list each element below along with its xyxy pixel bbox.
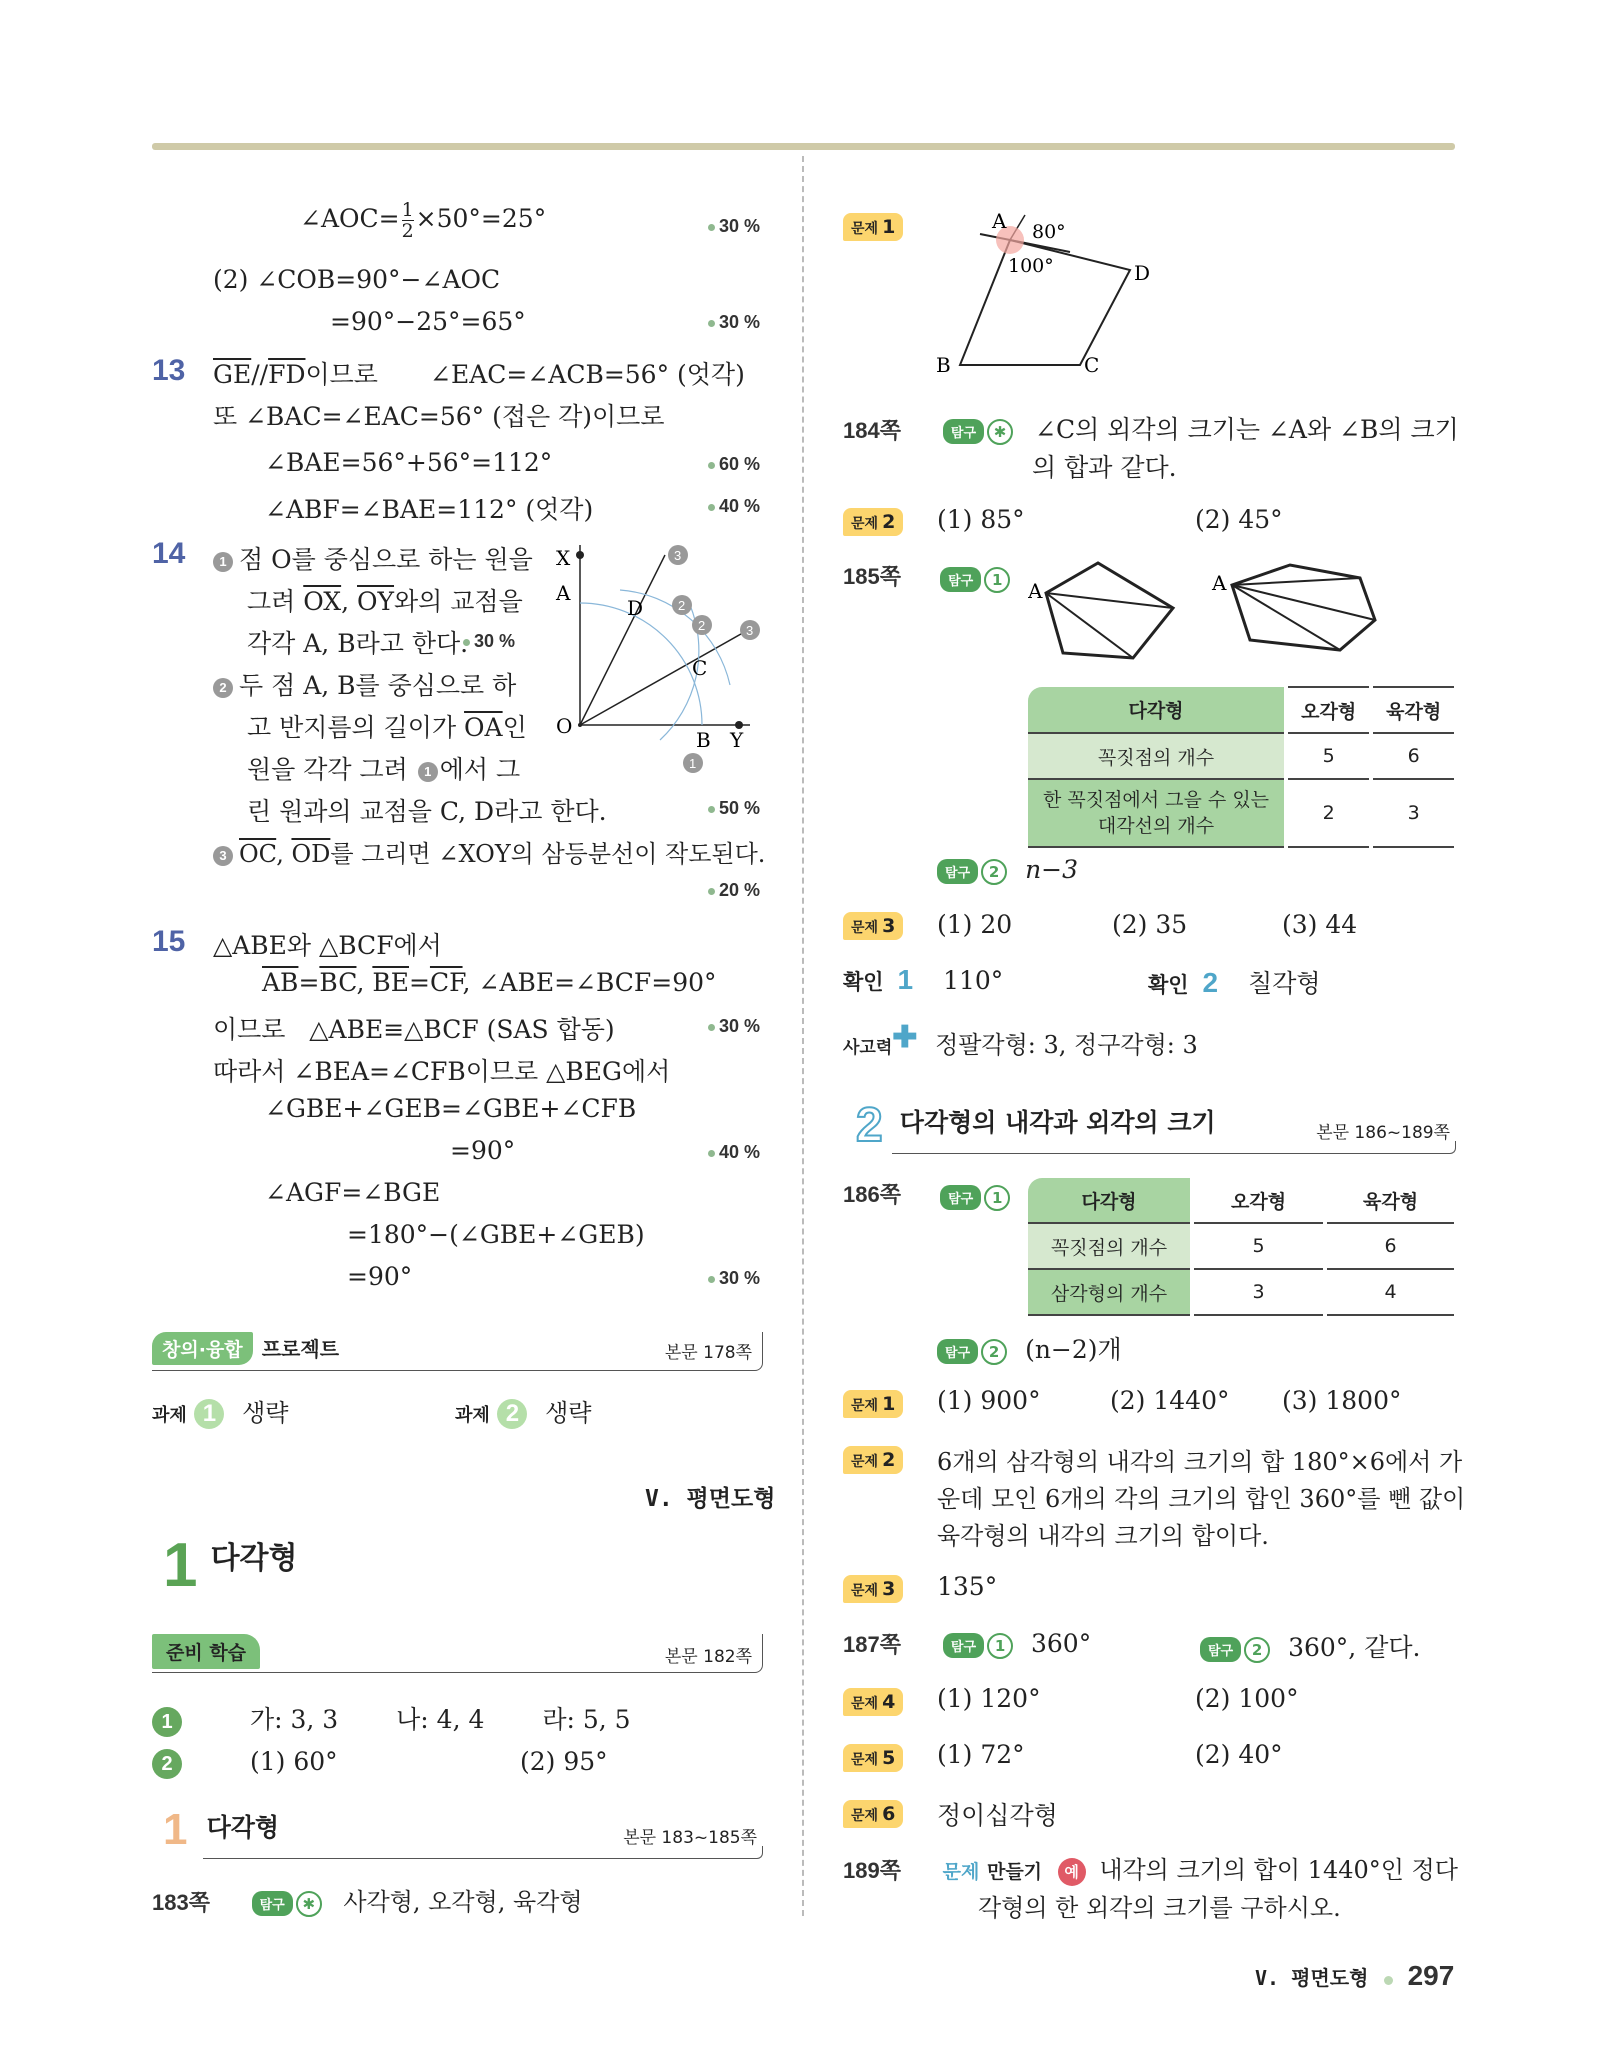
aoc-line: ∠AOC= $\frac{1}{2}$ ×50°=25° <box>300 199 547 242</box>
section-1-heading: 1 다각형 본문 183~185쪽 <box>163 1805 763 1855</box>
fig-label-d: D <box>627 596 644 620</box>
percent: 40 % <box>708 496 760 517</box>
problem-5-a: (1) 72° <box>937 1740 1025 1769</box>
fig-label-o: O <box>556 714 573 738</box>
problem-5-label: 문제 5 <box>843 1744 903 1772</box>
question-number: 13 <box>152 354 186 387</box>
plus-icon: ✚ <box>892 1020 918 1055</box>
task-1: 과제 1 생략 <box>152 1399 289 1427</box>
page-189-row: 189쪽 문제 만들기 예 내각의 크기의 합이 1440°인 정다 <box>843 1856 1458 1884</box>
q15-line3: 이므로 △ABE≡△BCF (SAS 합동) <box>213 1015 615 1044</box>
percent: 50 % <box>708 798 760 819</box>
problem-1b-b: (2) 1440° <box>1110 1386 1230 1415</box>
diagonals-table: 다각형 오각형 육각형 꼭짓점의 개수 5 6 한 꼭짓점에서 그을 수 있는 대각선의 개수 2 3 <box>1028 686 1454 848</box>
explore-186-2-row: 탐구 2 (n−2)개 <box>937 1330 1122 1366</box>
svg-text:1: 1 <box>689 756 697 771</box>
percent: 30 % <box>708 312 760 333</box>
q13-line2: 또 ∠BAC=∠EAC=56° (접은 각)이므로 <box>213 402 665 431</box>
q15-line8: =180°−(∠GBE+∠GEB) <box>347 1220 645 1249</box>
percent: 30 % <box>708 1016 760 1037</box>
svg-text:80°: 80° <box>1032 221 1066 243</box>
check-2: 확인 2 칠각형 <box>1148 967 1321 998</box>
hexagon-diagonals-figure <box>1210 560 1390 660</box>
page-187-row-b: 탐구 2 360°, 같다. <box>1200 1628 1420 1664</box>
percent: 60 % <box>708 454 760 475</box>
q13-line3: ∠BAE=56°+56°=112° <box>265 448 553 477</box>
svg-text:2: 2 <box>698 618 706 633</box>
fig-label-a: A <box>556 581 571 605</box>
top-rule <box>152 143 1455 150</box>
triangle-count-table: 다각형 오각형 육각형 꼭짓점의 개수 5 6 삼각형의 개수 3 4 <box>1028 1178 1454 1316</box>
problem-5-b: (2) 40° <box>1195 1740 1283 1769</box>
percent: 30 % <box>708 1268 760 1289</box>
problem-3-label: 문제 3 <box>843 912 903 940</box>
step-marker-3: 3 <box>213 846 233 866</box>
problem-2-label: 문제 2 <box>843 508 903 536</box>
page-183-row: 183쪽 탐구 ✱ 사각형, 오각형, 육각형 <box>152 1888 583 1916</box>
prep-item-2b: (2) 95° <box>520 1747 608 1776</box>
fig-label-x: X <box>556 546 571 570</box>
project-title: 프로젝트 <box>261 1337 340 1361</box>
q15-line4: 따라서 ∠BEA=∠CFB이므로 △BEG에서 <box>213 1057 671 1086</box>
problem-2-a: (1) 85° <box>937 505 1025 534</box>
q15-line7: ∠AGF=∠BGE <box>265 1178 441 1207</box>
prep-item-1: 1 가: 3, 3 나: 4, 4 라: 5, 5 <box>152 1700 631 1737</box>
problem-3b-a: 135° <box>937 1572 998 1601</box>
unit-title: V. 평면도형 <box>645 1486 776 1512</box>
svg-text:C: C <box>1084 353 1100 377</box>
svg-text:D: D <box>1134 261 1150 285</box>
problem-3-c: (3) 44 <box>1282 910 1358 939</box>
svg-text:3: 3 <box>674 548 682 563</box>
problem-2b-l1: 6개의 삼각형의 내각의 크기의 합 180°×6에서 가 <box>937 1448 1463 1476</box>
q15-line5: ∠GBE+∠GEB=∠GBE+∠CFB <box>265 1094 637 1123</box>
fig-label-c: C <box>692 656 708 680</box>
q15-line6: =90° <box>450 1136 516 1165</box>
problem-2b-label: 문제 2 <box>843 1446 903 1474</box>
problem-3-b: (2) 35 <box>1112 910 1188 939</box>
q13-line1: $\overline{GE}//\overline{FD}$이므로 <box>213 360 378 389</box>
q14-step1b: 그려 $\overline{OX}$, $\overline{OY}$와의 교점을 <box>247 587 523 616</box>
project-heading <box>152 1332 763 1371</box>
page-185-row: 185쪽 탐구 1 <box>843 560 1010 593</box>
problem-4-label: 문제 4 <box>843 1688 903 1716</box>
fig-label-b: B <box>696 728 711 752</box>
page-184-row: 184쪽 탐구 ✱ ∠C의 외각의 크기는 ∠A와 ∠B의 크기 <box>843 415 1459 444</box>
pentagon-diagonals-figure <box>1028 558 1188 668</box>
page-187-row: 187쪽 탐구 1 360° <box>843 1629 1092 1658</box>
check-1: 확인 1 110° <box>843 964 1004 995</box>
percent: 30 % <box>463 631 515 652</box>
project-tag: 창의·융합 <box>152 1332 253 1365</box>
q15-line2: $\overline{AB}=\overline{BC}$, $\overline{BE}=\overline{CF}$, ∠ABE=∠BCF=90° <box>262 968 717 997</box>
percent: 40 % <box>708 1142 760 1163</box>
prep-item-2: 2 (1) 60° <box>152 1747 338 1779</box>
cob-result: =90°−25°=65° <box>330 307 526 336</box>
footer: V. 평면도형 297 <box>1255 1960 1455 1991</box>
q14-step1c: 각각 A, B라고 한다. <box>247 629 469 658</box>
q15-line9: =90° <box>347 1262 413 1291</box>
q14-step2a: 2 두 점 A, B를 중심으로 하 <box>213 666 516 702</box>
page-186-row: 186쪽 탐구 1 <box>843 1178 1010 1211</box>
step-marker-2: 2 <box>213 678 233 698</box>
svg-text:A: A <box>1212 571 1227 595</box>
svg-text:A: A <box>1028 579 1043 603</box>
q14-step2b: 고 반지름의 길이가 $\overline{OA}$인 <box>247 713 527 742</box>
problem-3b-label: 문제 3 <box>843 1575 903 1603</box>
problem-6-a: 정이십각형 <box>937 1801 1058 1830</box>
svg-text:3: 3 <box>746 623 754 638</box>
page-number: 297 <box>1407 1960 1455 1991</box>
explore-2-row: 탐구 2 n−3 <box>937 855 1078 885</box>
column-divider <box>802 156 804 1916</box>
percent: 30 % <box>708 216 760 237</box>
task-2: 과제 2 생략 <box>455 1399 592 1427</box>
problem-1b-a: (1) 900° <box>937 1386 1041 1415</box>
problem-2b-l3: 육각형의 내각의 크기의 합이다. <box>937 1522 1269 1550</box>
q13-line4: ∠ABF=∠BAE=112° (엇각) <box>265 495 594 524</box>
problem-2b-l2: 운데 모인 6개의 각의 크기의 합인 360°를 뺀 값이 <box>937 1485 1466 1513</box>
q14-step1a: 1 점 O를 중심으로 하는 원을 <box>213 540 533 576</box>
q14-step2d: 린 원과의 교점을 C, D라고 한다. <box>247 797 607 826</box>
problem-4-b: (2) 100° <box>1195 1684 1299 1713</box>
question-number: 14 <box>152 537 186 570</box>
cob-line: (2) ∠COB=90°−∠AOC <box>213 265 501 294</box>
trisection-figure <box>550 535 770 775</box>
q14-step3: 3 $\overline{OC}$, $\overline{OD}$를 그리면 ∠XOY의 삼등분선이 작도된다. <box>213 834 765 869</box>
q14-step2c: 원을 각각 그려 1 에서 그 <box>247 755 521 784</box>
page-184-cont: 의 합과 같다. <box>1032 453 1177 482</box>
q13-line1b: ∠EAC=∠ACB=56° (엇각) <box>430 360 745 389</box>
problem-3-a: (1) 20 <box>937 910 1013 939</box>
thinking-row: 사고력✚ 정팔각형: 3, 정구각형: 3 <box>843 1020 1198 1059</box>
problem-1b-c: (3) 1800° <box>1282 1386 1402 1415</box>
prep-heading: 준비 학습 본문 182쪽 <box>152 1634 763 1673</box>
problem-1-label: 문제 1 <box>843 213 903 241</box>
svg-text:100°: 100° <box>1008 255 1054 277</box>
section-2-heading: 2 다각형의 내각과 외각의 크기 본문 186~189쪽 <box>856 1098 1456 1150</box>
svg-text:B: B <box>936 353 951 377</box>
page-189-cont: 각형의 한 외각의 크기를 구하시오. <box>978 1894 1341 1922</box>
chapter-heading: 1 다각형 <box>163 1531 298 1600</box>
svg-text:2: 2 <box>678 598 686 613</box>
problem-2-b: (2) 45° <box>1195 505 1283 534</box>
problem-1b-label: 문제 1 <box>843 1390 903 1418</box>
project-ref: 본문 178쪽 <box>664 1343 752 1363</box>
q15-line1: △ABE와 △BCF에서 <box>213 931 442 960</box>
percent: 20 % <box>708 880 760 901</box>
fig-label-y: Y <box>730 728 744 752</box>
problem-4-a: (1) 120° <box>937 1684 1041 1713</box>
question-number: 15 <box>152 925 186 958</box>
step-marker-1: 1 <box>213 552 233 572</box>
svg-text:A: A <box>992 210 1007 233</box>
problem-6-label: 문제 6 <box>843 1800 903 1828</box>
quadrilateral-figure <box>930 210 1150 380</box>
